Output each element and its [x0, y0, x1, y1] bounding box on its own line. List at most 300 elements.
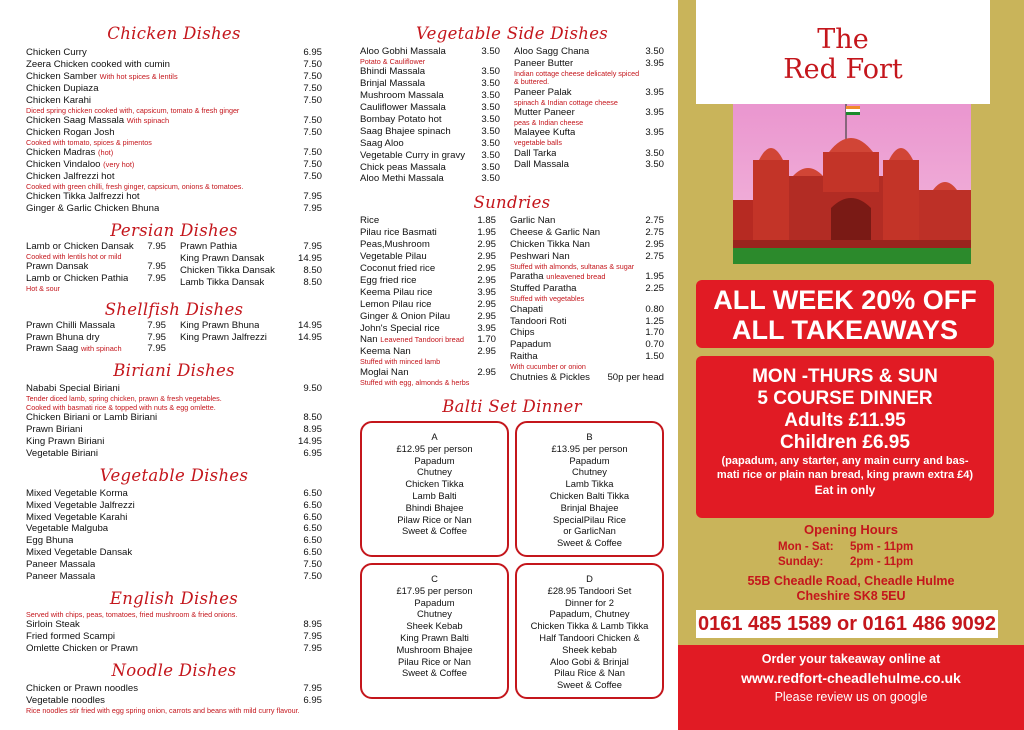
menu-item-name-text: King Prawn Dansak [180, 253, 265, 264]
menu-item-name [510, 339, 551, 351]
balti-set-line: Chicken Tikka & Lamb Tikka [530, 620, 649, 632]
menu-item-name [26, 488, 128, 500]
menu-item-price: 7.95 [303, 643, 322, 655]
menu-item [360, 126, 500, 138]
menu-item-price: 3.50 [481, 46, 500, 57]
menu-item [26, 571, 322, 583]
menu-item-name-text: Lemon Pilau rice [360, 298, 432, 310]
menu-item [360, 239, 496, 251]
menu-item-name [26, 332, 100, 344]
menu-item [360, 102, 500, 114]
biriani-dishes-list [26, 383, 322, 459]
balti-set-line: Papadum [414, 454, 455, 466]
menu-item-price: 2.95 [477, 310, 496, 322]
menu-item-name [510, 251, 570, 263]
menu-item-price: 3.50 [481, 78, 500, 90]
address-line-1: 55B Cheadle Road, Cheadle Hulme [747, 574, 955, 588]
hours-weekday-time: 5pm - 11pm [850, 541, 914, 553]
menu-item [514, 58, 664, 70]
menu-item-name [26, 127, 115, 139]
menu-item-name-text: Malayee Kufta [514, 127, 576, 139]
menu-item-name [26, 512, 127, 524]
menu-item-name-text: Saag Aloo [360, 137, 404, 149]
menu-item [26, 147, 322, 159]
menu-item-price: 7.50 [303, 94, 322, 106]
menu-item-price: 1.95 [645, 271, 664, 283]
menu-item-name [26, 59, 170, 71]
menu-item [514, 107, 664, 119]
menu-item-name-text: Rice [360, 215, 380, 227]
menu-item-name-text: Chicken Madras [26, 147, 96, 159]
menu-item-price: 6.95 [303, 447, 322, 459]
menu-item-name-text: Chicken Dupiaza [26, 82, 99, 94]
menu-item-name [26, 159, 134, 171]
persian-dishes-list [26, 241, 322, 294]
menu-item-description: peas & Indian cheese [514, 118, 584, 127]
opening-hours-days [778, 540, 834, 570]
dinner-adults-price: Adults £11.95 [784, 410, 906, 431]
menu-item-name [514, 127, 575, 139]
menu-item-name-text: Cheese & Garlic Nan [510, 227, 601, 239]
menu-item-name [360, 275, 417, 287]
menu-item-name-text: Tandoori Roti [510, 315, 567, 327]
menu-item-name-text: Mutter Paneer [514, 106, 575, 118]
menu-item-description: Diced spring chicken cooked with, capsicum, tomato & fresh ginger [26, 106, 240, 115]
menu-item-name-text: Paratha [510, 271, 544, 283]
menu-item-name-text: Mixed Vegetable Korma [26, 487, 128, 499]
menu-item-name-text: Chicken or Prawn noodles [26, 683, 138, 695]
menu-item-note: (hot) [98, 148, 114, 158]
menu-column-left [0, 0, 340, 730]
menu-item-description: Stuffed with minced lamb [360, 358, 441, 367]
menu-item [360, 275, 496, 287]
menu-item-name [360, 78, 425, 90]
menu-item-name [514, 159, 569, 171]
menu-item [360, 334, 496, 346]
phone-numbers: 0161 485 1589 or 0161 486 9092 [696, 610, 998, 638]
menu-item-name [26, 436, 104, 448]
menu-item-price: 3.50 [481, 161, 500, 173]
takeaway-offer-banner [696, 280, 994, 348]
menu-item-name [180, 332, 267, 344]
noodle-dishes-heading: Noodle Dishes [111, 661, 237, 681]
menu-item-name [26, 571, 95, 583]
balti-set-line: Sheek kebab [562, 643, 617, 655]
menu-item [26, 383, 322, 395]
vegetable-side-right-column [514, 46, 664, 185]
menu-item-description: Cooked with tomato, spices & pimentos [26, 138, 152, 147]
offer-line-2: ALL TAKEAWAYS [731, 315, 959, 345]
menu-item-name-text: John's Special rice [360, 322, 440, 334]
menu-item-description: Stuffed with vegetables [510, 295, 585, 304]
menu-item-price: 2.95 [477, 251, 496, 263]
balti-set-letter: A [431, 430, 438, 442]
menu-item-name-text: Chicken Jalfrezzi hot [26, 170, 115, 182]
menu-item-name [360, 138, 404, 150]
english-dishes-heading: English Dishes [109, 588, 239, 608]
menu-item-price: 2.75 [645, 227, 664, 239]
dinner-children-price: Children £6.95 [780, 432, 910, 453]
balti-set-line: or GarlicNan [563, 525, 616, 537]
menu-item-name-text: Ginger & Onion Pilau [360, 310, 451, 322]
menu-item-price: 14.95 [297, 435, 322, 447]
menu-item [26, 115, 322, 127]
menu-item-price: 3.50 [481, 66, 500, 78]
menu-item-price: 6.50 [303, 511, 322, 523]
vegetable-side-left-column [360, 46, 500, 185]
menu-item [510, 239, 664, 251]
menu-item-name [26, 631, 115, 643]
biriani-dishes-heading: Biriani Dishes [113, 361, 235, 381]
balti-set-line: Chutney [417, 608, 452, 620]
menu-item-price: 3.50 [481, 173, 500, 185]
balti-set-line: Pilau Rice or Nan [398, 655, 471, 667]
menu-item-name-text: King Prawn Jalfrezzi [180, 331, 267, 343]
menu-item [360, 138, 500, 150]
menu-item-name-text: Keema Pilau rice [360, 286, 433, 298]
menu-item [360, 263, 496, 275]
balti-set-line: Brinjal Bhajee [560, 501, 619, 513]
menu-item-name-text: Pilau rice Basmati [360, 227, 437, 239]
menu-item-name-text: Vegetable Curry in gravy [360, 149, 466, 161]
menu-item-name [360, 215, 379, 227]
menu-item-note: Leavened Tandoori bread [380, 335, 464, 345]
menu-item-price: 7.50 [303, 159, 322, 171]
sundries-heading: Sundries [473, 193, 551, 213]
menu-item [26, 448, 322, 460]
menu-item [26, 683, 322, 695]
menu-item-price: 3.95 [645, 57, 664, 69]
shellfish-left-column [26, 320, 166, 356]
menu-item [26, 500, 322, 512]
menu-item-name-text: Chips [510, 327, 535, 339]
menu-item-name [26, 683, 138, 695]
menu-item-name-text: Papadum [510, 339, 552, 351]
menu-item-price: 6.50 [303, 487, 322, 499]
menu-item [360, 90, 500, 102]
menu-item-price: 1.95 [477, 227, 496, 239]
balti-set-letter: C [431, 572, 438, 584]
balti-set-line: Chutney [417, 466, 452, 478]
menu-item-price: 1.25 [645, 315, 664, 327]
brand-title-the: The [817, 24, 869, 55]
menu-item-price: 1.85 [477, 215, 496, 227]
menu-item-name [26, 619, 80, 631]
sundries-right-column [510, 215, 664, 387]
menu-item [510, 283, 664, 295]
menu-item-price: 7.95 [147, 319, 166, 331]
menu-item-name [26, 523, 108, 535]
menu-item-name-text: Chicken Tikka Dansak [180, 264, 275, 276]
menu-item-name-text: Stuffed Paratha [510, 283, 577, 295]
menu-item-price: 7.50 [303, 170, 322, 182]
red-fort-illustration [733, 104, 971, 264]
menu-item [510, 227, 664, 239]
menu-item-name [26, 695, 105, 707]
menu-item-name-text: Coconut fried rice [360, 263, 436, 274]
menu-item-name [26, 203, 159, 215]
menu-item-name-text: Prawn Dansak [26, 261, 89, 273]
balti-set-letter: D [586, 572, 593, 584]
menu-item [26, 535, 322, 547]
menu-item-description: spinach & Indian cottage cheese [514, 98, 618, 107]
menu-item [180, 277, 322, 289]
menu-item-price: 8.50 [303, 276, 322, 288]
menu-item [360, 227, 496, 239]
noodle-dishes-list [26, 683, 322, 715]
menu-item-price: 3.50 [481, 90, 500, 102]
menu-item [26, 559, 322, 571]
menu-item-name-text: Vegetable Malguba [26, 523, 109, 535]
balti-set-line: King Prawn Balti [400, 631, 469, 643]
menu-item-price: 2.95 [477, 274, 496, 286]
menu-item-price: 7.95 [303, 203, 322, 215]
menu-item-price: 3.95 [645, 127, 664, 139]
menu-item-price: 2.75 [645, 215, 664, 227]
menu-item-name-text: Nababi Special Biriani [26, 383, 120, 395]
menu-item-name [360, 150, 465, 162]
menu-item-name [360, 66, 425, 78]
menu-item-name-text: Dall Tarka [514, 147, 557, 159]
menu-item-price: 6.50 [303, 499, 322, 511]
menu-item [26, 488, 322, 500]
menu-item [26, 203, 322, 215]
menu-item-name [510, 304, 543, 316]
menu-item-price: 7.50 [303, 82, 322, 94]
menu-item-name-text: King Prawn Bhuna [180, 319, 260, 331]
menu-item [360, 173, 500, 185]
balti-set-line: £17.95 per person [396, 584, 473, 596]
menu-item [360, 46, 500, 58]
menu-item-name-text: Paneer Palak [514, 86, 572, 98]
menu-item-name-text: Mixed Vegetable Dansak [26, 547, 133, 559]
menu-item-name-text: Chicken Saag Massala [26, 114, 125, 126]
menu-item-description: Stuffed with almonds, sultanas & sugar [510, 263, 635, 271]
menu-item-price: 7.95 [303, 241, 322, 253]
balti-set-line: Papadum [414, 596, 455, 608]
menu-item [26, 127, 322, 139]
menu-item-name-text: Chapati [510, 303, 544, 315]
menu-item-name-text: Zeera Chicken cooked with cumin [26, 58, 170, 70]
menu-item-price: 7.95 [303, 683, 322, 695]
menu-item-name [360, 251, 427, 263]
menu-item-name [360, 287, 433, 299]
menu-item-name-text: Raitha [510, 351, 538, 363]
menu-item-price: 2.95 [477, 366, 496, 378]
menu-item-name-text: Aloo Gobhi Massala [360, 46, 446, 57]
menu-item-name [510, 227, 600, 239]
menu-column-middle [340, 0, 678, 730]
menu-item-name [514, 46, 589, 58]
menu-item [510, 339, 664, 351]
menu-item-name [26, 47, 87, 59]
menu-item-price: 6.50 [303, 547, 322, 559]
five-course-dinner-banner [696, 356, 994, 518]
menu-item [26, 320, 166, 332]
persian-right-column [180, 241, 322, 294]
menu-item-price: 6.50 [303, 535, 322, 547]
menu-item [360, 114, 500, 126]
menu-item-name [26, 147, 113, 159]
menu-item-name-text: Mixed Vegetable Jalfrezzi [26, 499, 135, 511]
vegetable-side-list [360, 46, 664, 185]
balti-set-line: Sweet & Coffee [557, 679, 622, 691]
review-text: Please review us on google [774, 690, 928, 704]
brand-title-red-fort: Red Fort [783, 54, 903, 85]
menu-item-note: (very hot) [103, 160, 135, 170]
balti-set-line: Sweet & Coffee [557, 537, 622, 549]
menu-item-price: 14.95 [297, 331, 322, 343]
menu-item-name [510, 316, 567, 328]
menu-item-name-text: Ginger & Garlic Chicken Bhuna [26, 203, 160, 215]
logo-panel [696, 0, 990, 104]
vegetable-side-heading: Vegetable Side Dishes [415, 24, 609, 43]
menu-item-name [26, 547, 132, 559]
dinner-description-2: mati rice or plain nan bread, king prawn extra £4) [716, 469, 974, 481]
balti-set-line: Sheek Kebab [406, 620, 463, 632]
website-link[interactable]: www.redfort-cheadlehulme.co.uk [741, 670, 961, 686]
menu-item-name-text: Chicken Rogan Josh [26, 126, 115, 138]
english-dishes-list [26, 619, 322, 655]
menu-item-price: 2.75 [645, 251, 664, 263]
menu-item-price: 3.95 [477, 286, 496, 298]
menu-item-name [26, 383, 120, 395]
menu-item-price: 1.70 [645, 327, 664, 339]
menu-item-price: 7.50 [303, 559, 322, 571]
menu-item-name-text: King Prawn Biriani [26, 435, 105, 447]
balti-set-line: Dinner for 2 [565, 596, 614, 608]
menu-item [26, 171, 322, 183]
menu-item-name-text: Cauliflower Massala [360, 102, 446, 114]
menu-item-price: 7.50 [303, 126, 322, 138]
menu-item-name [26, 83, 99, 95]
shellfish-dishes-list [26, 320, 322, 356]
menu-item-name [360, 263, 435, 275]
menu-item-description: vegetable balls [514, 139, 562, 148]
menu-item-description: Indian cottage cheese delicately spiced [514, 69, 640, 78]
menu-item [360, 346, 496, 358]
menu-item-name [360, 346, 411, 358]
menu-item-price: 3.95 [477, 322, 496, 334]
menu-item [26, 343, 166, 355]
menu-item-name-text: Chutnies & Pickles [510, 371, 590, 383]
menu-item-price: 2.95 [645, 239, 664, 251]
menu-item-name [360, 299, 431, 311]
menu-item-name-text: Chicken Vindaloo [26, 159, 101, 171]
menu-item-name [26, 643, 138, 655]
menu-item-note: With spinach [126, 115, 170, 125]
menu-item [360, 251, 496, 263]
menu-item-name [360, 367, 409, 379]
menu-item-price: 8.50 [303, 264, 322, 276]
menu-item [26, 523, 322, 535]
balti-set-line: Pilaw Rice or Nan [397, 513, 472, 525]
menu-item [180, 332, 322, 344]
menu-item-price: 6.50 [303, 523, 322, 535]
menu-item-name-text: Omlette Chicken or Prawn [26, 643, 138, 655]
menu-item [26, 695, 322, 707]
menu-item-name [360, 334, 464, 346]
menu-item-name [26, 500, 135, 512]
menu-item-name-text: Chicken Tikka Jalfrezzi hot [26, 191, 140, 203]
menu-item [180, 241, 322, 253]
menu-item [360, 311, 496, 323]
menu-item [26, 261, 166, 273]
menu-item-name-text: Paneer Massala [26, 571, 96, 583]
menu-item-note: With hot spices & lentils [99, 71, 178, 81]
offer-all-week: ALL WEEK [713, 285, 862, 315]
vegetable-dishes-list [26, 488, 322, 583]
balti-set-line: Half Tandoori Chicken & [539, 631, 640, 643]
vegetable-dishes-heading: Vegetable Dishes [99, 465, 249, 485]
menu-item-name-text: Moglai Nan [360, 366, 409, 378]
balti-set-line: Sweet & Coffee [402, 667, 467, 679]
menu-item-name-text: Garlic Nan [510, 215, 556, 227]
menu-item-name [360, 90, 444, 102]
online-order-banner [678, 645, 1024, 730]
menu-item-name [360, 162, 446, 174]
balti-set-line: Bhindi Bhajee [405, 501, 464, 513]
menu-item-name-text: Fried formed Scampi [26, 631, 116, 643]
balti-set-cards [360, 421, 664, 699]
menu-item-name [26, 559, 95, 571]
menu-item-name-text: Paneer Butter [514, 57, 574, 69]
chicken-dishes-heading: Chicken Dishes [107, 24, 241, 43]
menu-item [514, 87, 664, 99]
menu-item [360, 287, 496, 299]
menu-item-description: Cooked with lentils hot or mild [26, 253, 122, 261]
menu-item-price: 2.95 [477, 298, 496, 310]
menu-item-name [26, 343, 122, 355]
menu-item-name [360, 323, 440, 335]
menu-item-name [26, 448, 98, 460]
online-order-text: Order your takeaway online at [761, 652, 941, 666]
menu-item-price: 2.95 [477, 239, 496, 251]
menu-item-name [26, 71, 178, 83]
menu-item-description: & buttered. [514, 78, 550, 87]
menu-item [26, 95, 322, 107]
menu-item-name-text: Prawn Saag [26, 343, 79, 355]
menu-item [510, 351, 664, 363]
menu-item-price: 3.95 [645, 106, 664, 118]
menu-item-name-text: Egg Bhuna [26, 535, 74, 547]
balti-set-line: Chutney [572, 466, 607, 478]
balti-set-card [360, 421, 509, 557]
menu-item-price: 2.95 [477, 346, 496, 358]
menu-item-name [180, 253, 264, 265]
menu-item-name-text: Prawn Biriani [26, 423, 83, 435]
menu-item [510, 304, 664, 316]
menu-item-name [360, 239, 430, 251]
menu-item-name [180, 320, 259, 332]
address-line-2: Cheshire SK8 5EU [796, 589, 906, 603]
menu-item [26, 643, 322, 655]
menu-item [26, 332, 166, 344]
menu-item-name-text: Egg fried rice [360, 274, 417, 286]
menu-item-name [180, 277, 264, 289]
menu-item-price: 1.50 [645, 351, 664, 363]
balti-set-line: Papadum, Chutney [549, 608, 630, 620]
menu-item-name [26, 261, 88, 273]
info-panel [678, 0, 1024, 730]
menu-item-price: 7.95 [147, 331, 166, 343]
menu-item-name [514, 148, 556, 160]
balti-set-line: Chicken Tikka [405, 478, 464, 490]
balti-set-line: Aloo Gobi & Brinjal [550, 655, 629, 667]
menu-item-price: 7.50 [303, 147, 322, 159]
menu-item [514, 127, 664, 139]
menu-item [360, 367, 496, 379]
